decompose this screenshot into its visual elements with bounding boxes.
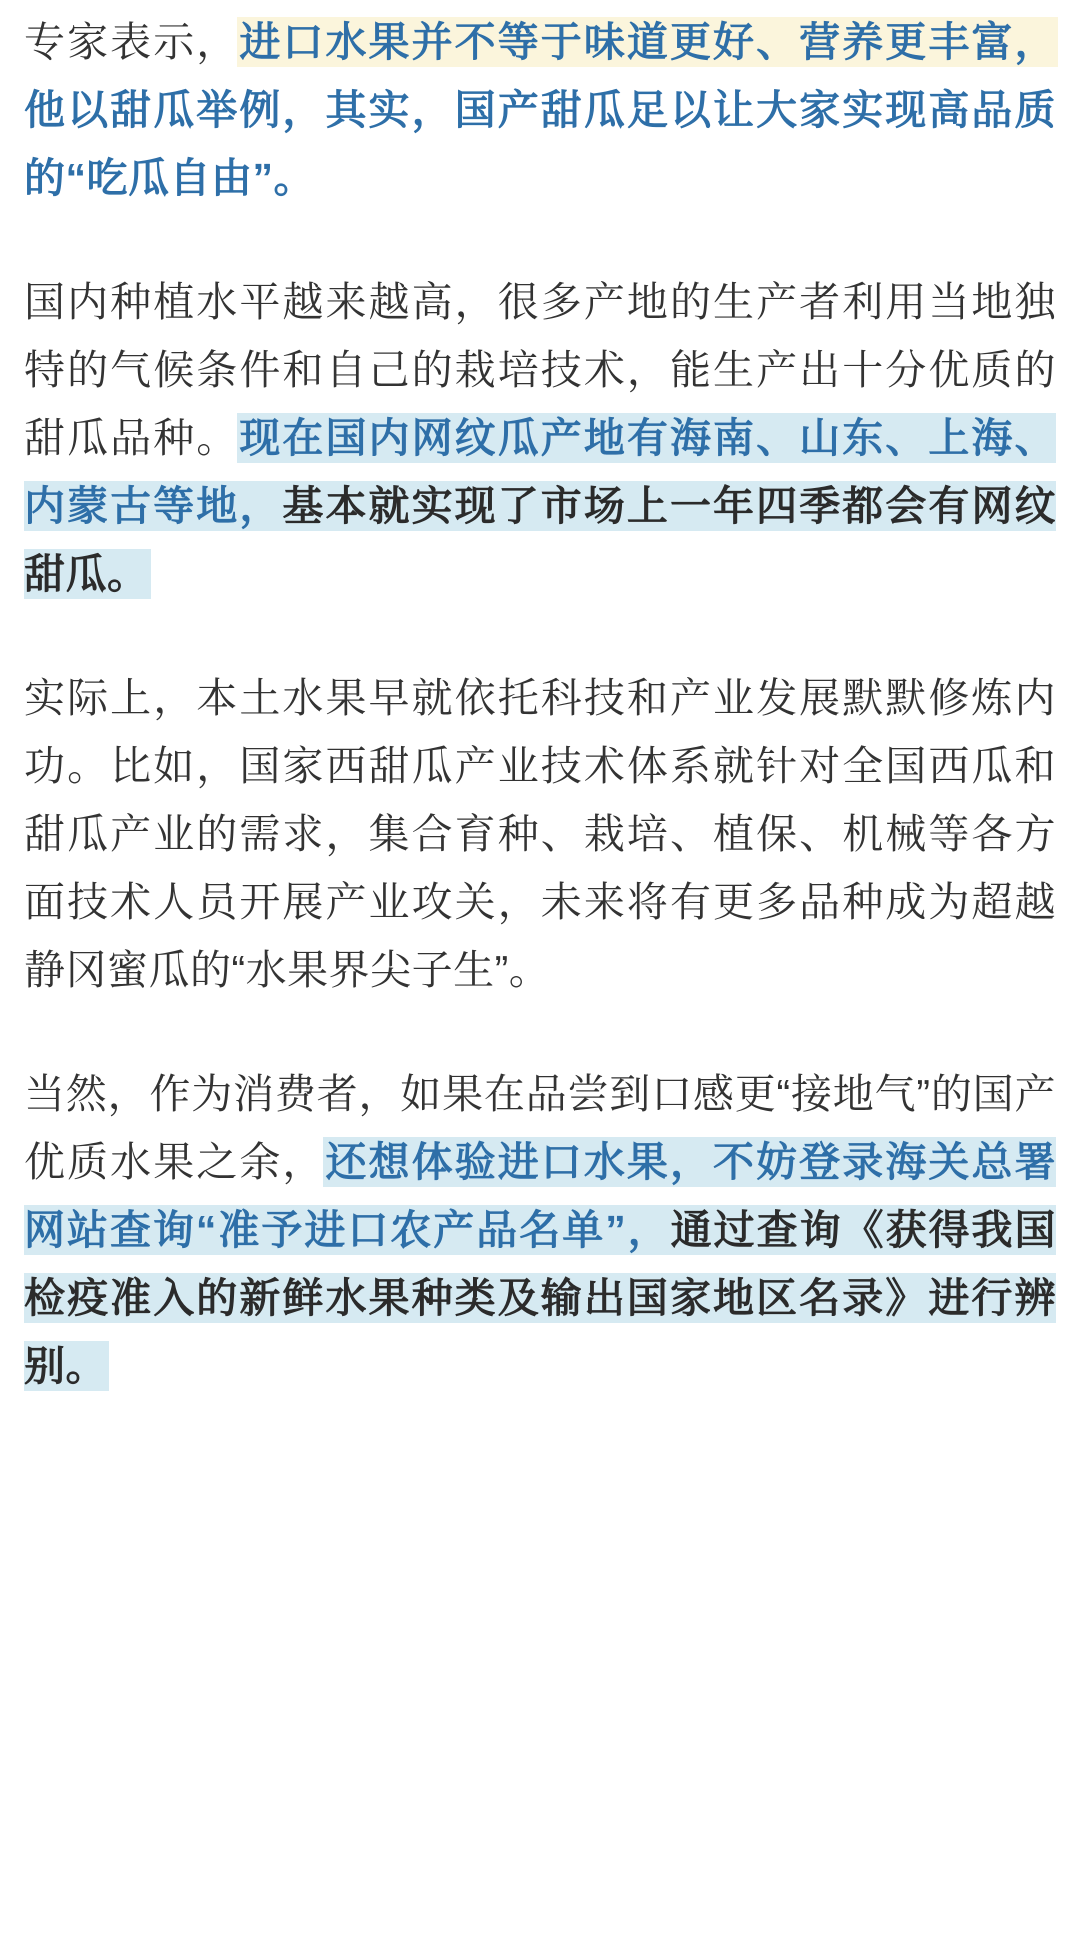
- paragraph-3: [24, 664, 1056, 1004]
- highlighted-text-run: 基本就实现了市场上一年四季都会有网纹甜瓜。: [24, 483, 1057, 597]
- text-run: 当然，作为消费者，如果在品尝到口感更“接地气”的国产优质水果之余，: [24, 1071, 1056, 1185]
- highlighted-text-run: 现在国内网纹瓜产地有海南、山东、上海、内蒙古等地，: [24, 415, 1056, 529]
- highlighted-text-run: 还想体验进口水果，不妨登录海关总署网站查询“准予进口农产品名单”，: [24, 1139, 1057, 1253]
- highlighted-text-run: 进口水果并不等于味道更好、营养更丰富，: [239, 19, 1056, 65]
- text-run: 国内种植水平越来越高，很多产地的生产者利用当地独特的气候条件和自己的栽培技术，能生产出十分优质的甜瓜品种。: [24, 279, 1056, 461]
- paragraph-1: [24, 8, 1056, 212]
- paragraph-4: [24, 1060, 1056, 1400]
- text-run: 专家表示，: [24, 19, 240, 65]
- paragraph-2: [24, 268, 1056, 608]
- text-run: 他以甜瓜举例，其实，国产甜瓜足以让大家实现高品质的“吃瓜自由”。: [24, 87, 1056, 201]
- text-run: 实际上，本土水果早就依托科技和产业发展默默修炼内功。比如，国家西甜瓜产业技术体系就针对全国西瓜和甜瓜产业的需求，集合育种、栽培、植保、机械等各方面技术人员开展产业攻关，未来将有更多品种成为超越静冈蜜瓜的“水果界尖子生”。: [24, 675, 1056, 993]
- highlighted-text-run: 通过查询《获得我国检疫准入的新鲜水果种类及输出国家地区名录》进行辨别。: [24, 1207, 1057, 1389]
